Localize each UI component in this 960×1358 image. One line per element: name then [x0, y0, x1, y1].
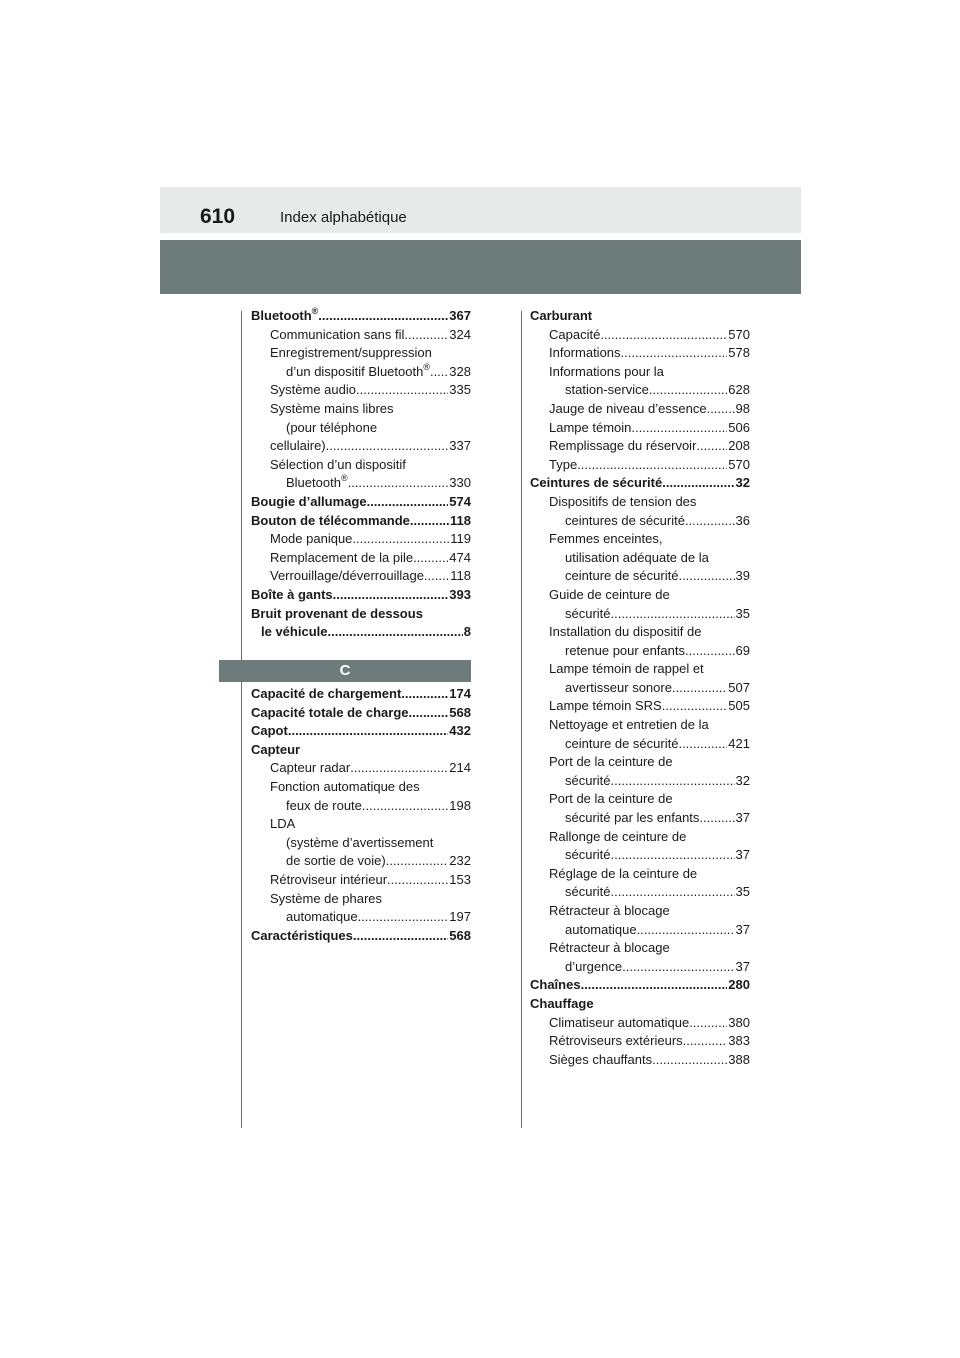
index-entry-page: 570	[728, 456, 750, 472]
index-entry	[251, 381, 471, 400]
dot-leader	[409, 704, 449, 723]
dot-leader	[288, 722, 448, 741]
index-entry-term: Rétracteur à blocage	[549, 903, 670, 918]
index-entry-term: avertisseur sonore	[565, 679, 672, 695]
index-entry-term: Boîte à gants	[251, 586, 333, 602]
dot-leader	[678, 735, 727, 754]
dot-leader	[600, 326, 727, 345]
dot-leader	[611, 846, 735, 865]
index-entry-page: 198	[449, 797, 471, 813]
index-entry-page: 208	[728, 438, 750, 454]
index-entry-page: 505	[728, 698, 750, 714]
index-entry	[251, 704, 471, 723]
index-entry	[530, 419, 750, 438]
index-entry	[251, 871, 471, 890]
dot-leader	[577, 456, 727, 475]
dot-leader	[685, 512, 735, 531]
dot-leader	[318, 307, 448, 326]
index-entry	[530, 307, 750, 326]
index-entry-term: Enregistrement/suppression	[270, 345, 432, 361]
index-entry-term: sécurité	[565, 772, 611, 788]
index-entry	[251, 419, 471, 438]
index-entry-term: Capacité totale de charge	[251, 704, 409, 720]
dot-leader	[404, 326, 448, 345]
dot-leader	[348, 474, 449, 493]
index-column-left-top	[251, 307, 471, 642]
index-entry-page: 328	[449, 363, 471, 379]
index-entry	[251, 456, 471, 475]
index-entry	[530, 567, 750, 586]
index-entry-page: 153	[449, 871, 471, 887]
index-entry	[530, 921, 750, 940]
index-entry	[251, 927, 471, 946]
index-entry	[530, 530, 750, 549]
index-entry-page: 32	[735, 475, 750, 491]
index-entry-page: 214	[449, 760, 471, 776]
index-entry-term: Femmes enceintes,	[549, 531, 663, 547]
index-entry-term: Mode panique	[270, 531, 353, 547]
page-number: 610	[200, 205, 236, 228]
index-entry-page: 39	[735, 568, 750, 584]
registered-mark: ®	[340, 473, 348, 484]
index-entry-page: 393	[449, 586, 471, 602]
index-entry	[251, 400, 471, 419]
index-entry-term: Bluetooth®	[251, 306, 319, 323]
index-entry-term: d’un dispositif Bluetooth®	[286, 361, 430, 379]
dot-leader	[689, 1014, 727, 1033]
index-entry	[530, 809, 750, 828]
dot-leader	[362, 797, 448, 816]
index-entry	[251, 326, 471, 345]
index-entry	[530, 623, 750, 642]
index-entry-term: (système d’avertissement	[286, 834, 434, 850]
index-entry	[251, 493, 471, 512]
index-entry	[530, 846, 750, 865]
index-entry	[530, 883, 750, 902]
index-entry-page: 568	[449, 927, 471, 943]
index-entry-term: Climatiseur automatique	[549, 1014, 690, 1030]
dot-leader	[611, 605, 735, 624]
index-entry	[251, 344, 471, 363]
index-entry-term: sécurité	[565, 605, 611, 621]
index-entry	[530, 642, 750, 661]
index-entry-term: d’urgence	[565, 958, 623, 974]
index-entry	[530, 958, 750, 977]
dot-leader	[696, 437, 727, 456]
index-entry-term: le véhicule	[261, 624, 328, 640]
index-entry	[251, 759, 471, 778]
dot-leader	[662, 474, 734, 493]
dot-leader	[581, 976, 728, 995]
index-column-right	[530, 307, 750, 1069]
index-entry-term: ceinture de sécurité	[565, 568, 679, 584]
dot-leader	[333, 586, 449, 605]
index-entry-term: Bruit provenant de dessous	[251, 605, 423, 621]
index-entry-page: 388	[728, 1051, 750, 1067]
index-entry	[251, 815, 471, 834]
index-entry-term: Chaînes	[530, 977, 581, 993]
index-entry-page: 32	[735, 772, 750, 788]
dot-leader	[631, 419, 727, 438]
index-entry	[530, 660, 750, 679]
index-entry-term: Informations pour la	[549, 363, 664, 379]
column-divider-right	[521, 311, 522, 1128]
index-entry	[530, 865, 750, 884]
index-entry-term: Nettoyage et entretien de la	[549, 717, 709, 733]
index-entry	[530, 1051, 750, 1070]
index-entry-page: 506	[728, 419, 750, 435]
index-entry-term: feux de route	[286, 797, 362, 813]
index-entry-term: automatique	[565, 921, 637, 937]
dot-leader	[326, 437, 449, 456]
index-entry-page: 324	[449, 326, 471, 342]
index-entry	[251, 890, 471, 909]
index-entry-page: 37	[735, 810, 750, 826]
index-entry-term: Rétracteur à blocage	[549, 940, 670, 956]
index-entry	[530, 549, 750, 568]
index-entry-term: ceinture de sécurité	[565, 735, 679, 751]
index-entry	[251, 307, 471, 326]
index-entry	[530, 586, 750, 605]
index-entry	[251, 797, 471, 816]
index-entry-term: Capteur	[251, 741, 301, 757]
index-entry-page: 232	[449, 853, 471, 869]
index-entry-term: Lampe témoin de rappel et	[549, 661, 704, 677]
index-entry-term: Dispositifs de tension des	[549, 493, 697, 509]
index-entry-page: 578	[728, 345, 750, 361]
index-entry-term: Sièges chauffants	[549, 1051, 653, 1067]
index-entry-term: Lampe témoin SRS	[549, 698, 662, 714]
index-entry-page: 36	[735, 512, 750, 528]
index-entry	[530, 735, 750, 754]
index-entry-term: Informations	[549, 345, 621, 361]
dot-leader	[678, 567, 734, 586]
index-entry	[251, 437, 471, 456]
index-entry-term: Rallonge de ceinture de	[549, 828, 687, 844]
index-entry	[530, 437, 750, 456]
index-entry	[530, 363, 750, 382]
dot-leader	[350, 759, 448, 778]
dot-leader	[401, 685, 448, 704]
dot-leader	[352, 530, 449, 549]
index-entry-term: retenue pour enfants	[565, 642, 685, 658]
index-entry	[530, 939, 750, 958]
column-divider-left	[241, 311, 242, 1128]
index-entry-page: 35	[735, 605, 750, 621]
index-entry-term: Sélection d’un dispositif	[270, 456, 406, 472]
index-entry	[530, 902, 750, 921]
index-entry-term: Système de phares	[270, 890, 383, 906]
index-entry-term: Guide de ceinture de	[549, 586, 670, 602]
index-entry-page: 37	[735, 958, 750, 974]
index-entry-term: Port de la ceinture de	[549, 791, 673, 807]
dot-leader	[662, 697, 728, 716]
dot-leader	[672, 679, 727, 698]
index-entry-page: 507	[728, 679, 750, 695]
section-letter-band: C	[219, 660, 471, 682]
dot-leader	[386, 852, 449, 871]
index-entry	[530, 400, 750, 419]
index-entry-term: Lampe témoin	[549, 419, 632, 435]
index-entry-term: Système audio	[270, 382, 356, 398]
index-entry-term: Installation du dispositif de	[549, 624, 702, 640]
index-entry-page: 574	[449, 493, 471, 509]
index-entry	[530, 772, 750, 791]
index-entry	[251, 363, 471, 382]
dot-leader	[611, 772, 735, 791]
index-entry-page: 119	[450, 531, 471, 547]
index-entry-page: 568	[449, 704, 471, 720]
index-entry-term: Rétroviseurs extérieurs	[549, 1033, 683, 1049]
index-entry	[530, 697, 750, 716]
dot-leader	[637, 921, 735, 940]
index-entry	[530, 512, 750, 531]
index-entry	[530, 1032, 750, 1051]
dot-leader	[699, 809, 734, 828]
index-entry	[530, 995, 750, 1014]
index-entry-term: Remplissage du réservoir	[549, 438, 697, 454]
index-entry-term: Verrouillage/déverrouillage	[270, 568, 424, 584]
index-entry-page: 335	[449, 382, 471, 398]
index-entry-page: 280	[728, 977, 750, 993]
index-entry	[530, 679, 750, 698]
index-entry-page: 383	[728, 1033, 750, 1049]
index-entry	[530, 790, 750, 809]
index-entry-page: 337	[449, 438, 471, 454]
index-entry-term: LDA	[270, 816, 296, 832]
dot-leader	[356, 381, 448, 400]
index-entry-term: Capteur radar	[270, 760, 351, 776]
index-entry-term: Capacité	[549, 326, 601, 342]
index-entry	[251, 567, 471, 586]
dot-leader	[622, 958, 734, 977]
index-entry-page: 35	[735, 884, 750, 900]
index-entry-term: Bouton de télécommande	[251, 512, 410, 528]
index-entry	[530, 716, 750, 735]
dot-leader	[611, 883, 735, 902]
index-entry-term: Jauge de niveau d’essence	[549, 400, 707, 416]
index-entry	[251, 685, 471, 704]
index-entry	[530, 753, 750, 772]
registered-mark: ®	[311, 306, 319, 316]
index-entry	[530, 326, 750, 345]
header-bar	[160, 187, 801, 233]
dot-leader	[327, 623, 462, 642]
dot-leader	[707, 400, 735, 419]
dot-leader	[649, 381, 727, 400]
index-entry	[251, 722, 471, 741]
index-entry-term: cellulaire)	[270, 438, 326, 454]
index-entry-term: Carburant	[530, 308, 593, 323]
dot-leader	[387, 871, 448, 890]
index-entry	[530, 381, 750, 400]
index-entry-term: Système mains libres	[270, 400, 394, 416]
index-entry-page: 330	[449, 475, 471, 491]
index-entry-page: 367	[449, 308, 471, 323]
index-entry-page: 174	[449, 686, 471, 701]
index-entry-term: (pour téléphone	[286, 419, 378, 435]
index-entry-term: de sortie de voie)	[286, 853, 386, 869]
index-entry-term: sécurité par les enfants	[565, 810, 700, 826]
index-entry	[251, 605, 471, 624]
index-entry-term: Chauffage	[530, 995, 594, 1011]
dot-leader	[621, 344, 728, 363]
index-entry-term: Réglage de la ceinture de	[549, 865, 698, 881]
index-entry	[251, 908, 471, 927]
index-entry-term: ceintures de sécurité	[565, 512, 685, 528]
index-entry-page: 8	[463, 624, 471, 640]
dot-leader	[353, 927, 448, 946]
index-entry-term: automatique	[286, 909, 358, 925]
index-entry-page: 197	[449, 909, 471, 925]
index-entry	[530, 474, 750, 493]
index-entry	[251, 512, 471, 531]
index-entry	[530, 344, 750, 363]
dot-leader	[424, 567, 449, 586]
dot-leader	[652, 1051, 727, 1070]
index-entry-term: station-service	[565, 382, 649, 398]
index-entry-term: Bougie d’allumage	[251, 493, 367, 509]
index-entry-term: utilisation adéquate de la	[565, 549, 709, 565]
index-entry-term: Caractéristiques	[251, 927, 353, 943]
index-entry	[530, 605, 750, 624]
index-entry	[251, 852, 471, 871]
index-entry	[251, 586, 471, 605]
dot-leader	[367, 493, 449, 512]
index-entry-page: 69	[735, 642, 750, 658]
index-entry-term: Ceintures de sécurité	[530, 475, 663, 491]
dot-leader	[413, 549, 448, 568]
index-entry-term: Communication sans fil	[270, 326, 405, 342]
index-entry	[251, 741, 471, 760]
index-entry-page: 474	[449, 549, 471, 565]
index-entry	[251, 834, 471, 853]
dot-leader	[683, 1032, 728, 1051]
index-entry-term: sécurité	[565, 884, 611, 900]
index-entry-page: 570	[728, 326, 750, 342]
dot-leader	[358, 908, 449, 927]
index-entry	[530, 456, 750, 475]
index-entry	[530, 1014, 750, 1033]
index-entry	[251, 474, 471, 493]
index-entry	[530, 493, 750, 512]
page-title: Index alphabétique	[280, 209, 407, 226]
index-entry-page: 118	[450, 568, 471, 584]
index-entry-term: Rétroviseur intérieur	[270, 871, 388, 887]
index-entry-page: 37	[735, 847, 750, 863]
index-entry	[530, 828, 750, 847]
index-entry-term: Fonction automatique des	[270, 778, 420, 794]
index-entry	[530, 976, 750, 995]
index-entry-term: Capot	[251, 723, 288, 739]
dot-leader	[685, 642, 735, 661]
index-entry-page: 628	[728, 382, 750, 398]
index-entry-term: sécurité	[565, 847, 611, 863]
index-entry-page: 380	[728, 1014, 750, 1030]
index-entry-term: Type	[549, 456, 578, 472]
index-entry-term: Bluetooth®	[286, 473, 348, 491]
index-entry-term: Capacité de chargement	[251, 686, 402, 701]
index-entry-page: 421	[728, 735, 750, 751]
index-entry-page: 118	[450, 512, 471, 528]
index-entry	[251, 623, 471, 642]
index-column-left-bottom	[251, 685, 471, 945]
index-entry-page: 98	[735, 400, 750, 416]
index-entry	[251, 530, 471, 549]
index-entry	[251, 778, 471, 797]
decorative-band	[160, 240, 801, 294]
dot-leader	[410, 512, 449, 531]
dot-leader	[430, 363, 448, 382]
index-entry-term: Remplacement de la pile	[270, 549, 414, 565]
index-entry-term: Port de la ceinture de	[549, 754, 673, 770]
index-entry	[251, 549, 471, 568]
index-entry-page: 37	[735, 921, 750, 937]
index-entry-page: 432	[449, 723, 471, 739]
registered-mark: ®	[423, 361, 430, 372]
